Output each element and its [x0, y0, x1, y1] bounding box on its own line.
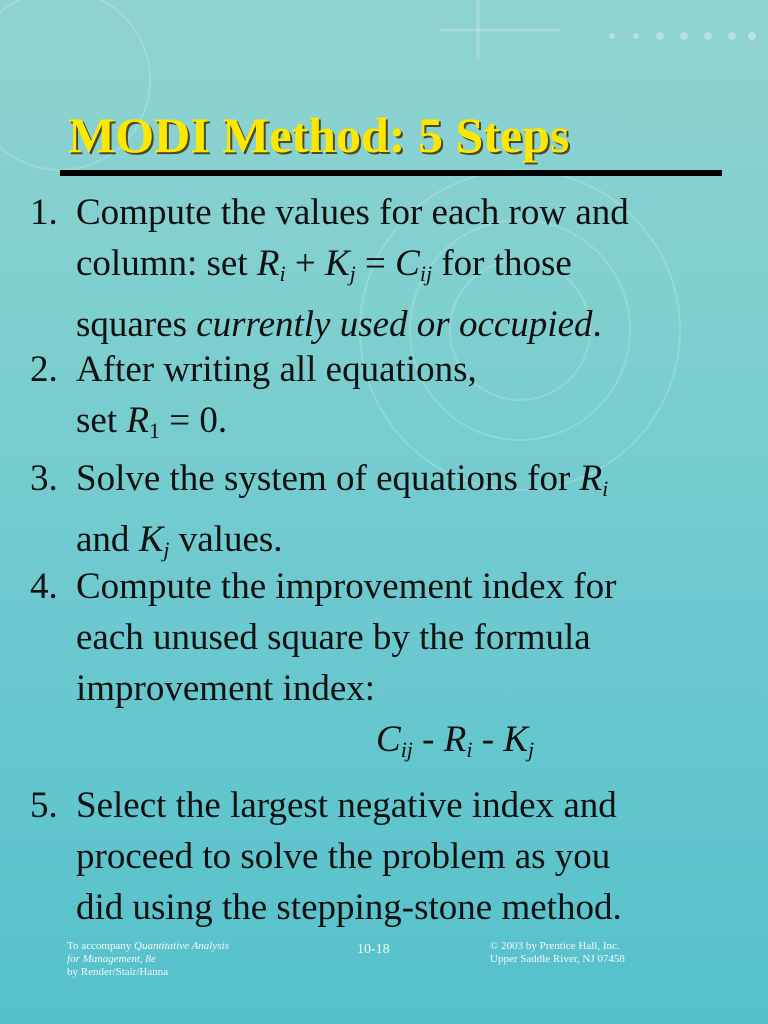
math-sub: j [528, 737, 535, 762]
step-text: Solve the system of equations for [76, 458, 580, 499]
title-underline [60, 170, 722, 176]
step-text: Select the largest negative index and [76, 785, 617, 826]
step-number: 5. [30, 785, 58, 826]
step-emphasis: currently used or occupied [196, 304, 593, 345]
math-var: K [138, 519, 164, 560]
step-number: 3. [30, 458, 58, 499]
math-sub: i [602, 476, 609, 501]
step-4 [30, 561, 617, 714]
improvement-index-formula [376, 718, 534, 763]
step-text: . [592, 304, 602, 345]
math-var: K [324, 243, 350, 284]
step-number: 1. [30, 192, 58, 233]
step-number: 2. [30, 349, 58, 390]
step-text: proceed to solve the problem as you [76, 836, 611, 877]
footer-text: To accompany [67, 940, 135, 952]
step-text: Compute the values for each row and [76, 192, 629, 233]
step-text: set [76, 400, 127, 441]
step-text: each unused square by the formula [76, 617, 591, 658]
step-text: After writing all equations, [76, 349, 477, 390]
footer-edition: for Management, 8e [67, 953, 156, 965]
math-var: R [126, 400, 149, 441]
footer-authors: by Render/Stair/Hanna [67, 966, 169, 978]
math-var: C [395, 243, 420, 284]
step-number: 4. [30, 566, 58, 607]
math-op: + [285, 243, 325, 284]
step-text: did using the stepping-stone method. [76, 887, 622, 928]
footer-book-title: Quantitative Analysis [134, 940, 229, 952]
math-sub: j [349, 261, 356, 286]
math-var: R [256, 243, 280, 284]
step-text: for those [432, 243, 572, 284]
math-op: - [472, 719, 504, 760]
step-text: and [76, 519, 139, 560]
footer-left [67, 940, 229, 979]
math-sub: ij [400, 737, 413, 762]
step-5 [30, 780, 622, 933]
copyright-text: © 2003 by Prentice Hall, Inc. [490, 940, 620, 952]
math-sub: i [466, 737, 473, 762]
math-var: R [579, 458, 603, 499]
slide-title: MODI Method: 5 Steps [68, 107, 570, 163]
math-var: C [376, 719, 401, 760]
math-sub: ij [419, 261, 433, 286]
step-3 [30, 453, 608, 575]
footer-right [490, 940, 625, 966]
step-1 [30, 187, 629, 350]
step-text: Compute the improvement index for [76, 566, 617, 607]
step-text: improvement index: [76, 668, 376, 709]
step-text: = 0. [159, 400, 228, 441]
math-var: K [503, 719, 528, 760]
step-text: column: set [76, 243, 257, 284]
math-var: R [443, 719, 467, 760]
math-sub: j [163, 537, 170, 562]
math-op: = [355, 243, 396, 284]
step-text: squares [76, 304, 197, 345]
math-sub: 1 [148, 418, 160, 443]
math-op: - [412, 719, 444, 760]
step-text: values. [169, 519, 283, 560]
publisher-address: Upper Saddle River, NJ 07458 [490, 953, 625, 965]
page-number: 10-18 [357, 942, 390, 957]
step-2 [30, 344, 477, 456]
math-sub: i [279, 261, 286, 286]
